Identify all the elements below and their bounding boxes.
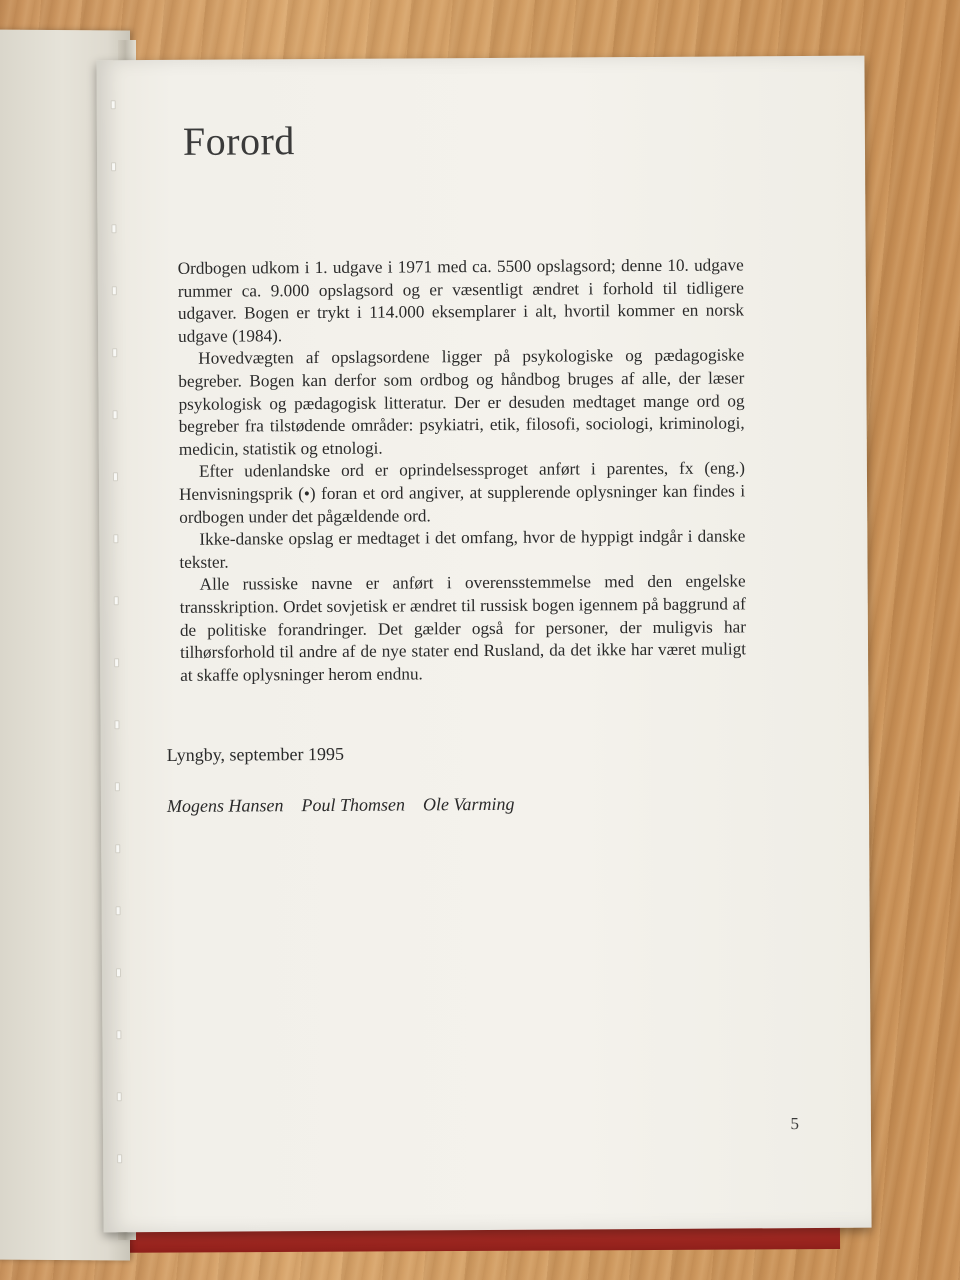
- stitch: [117, 1092, 122, 1101]
- stitch: [116, 1030, 121, 1039]
- author-name: Ole Varming: [422, 793, 515, 815]
- stitch: [115, 782, 120, 791]
- foreword-body: [178, 254, 747, 687]
- stitch: [115, 844, 120, 853]
- binding-stitches: [96, 56, 864, 61]
- paragraph: Hovedvægten af opslagsordene ligger på psykologiske og pædagogiske begreber. Bogen kan derfor som ordbog og håndbog bruges af alle, der læser psykologisk og pædagogisk litteratur. Der er desuden medtaget mange ord og begreber fra tilstødende områder: psykiatri, etik, filosofi, sociologi, kriminologi, medicin, statistik og etnologi.: [178, 345, 745, 459]
- author-name: Poul Thomsen: [301, 794, 406, 816]
- stitch: [112, 348, 117, 357]
- stitch: [112, 286, 117, 295]
- paragraph: Efter udenlandske ord er oprindelsessproget anført i parentes, fx (eng.) Henvisningsprik (•) foran et ord angiver, at supplerende oplysninger kan findes i ordbogen under det pågældende ord.: [179, 458, 746, 527]
- stitch: [114, 720, 119, 729]
- stitch: [111, 100, 116, 109]
- page-number: 5: [790, 1114, 799, 1134]
- stitch: [116, 968, 121, 977]
- stitch: [113, 410, 118, 419]
- stitch: [113, 534, 118, 543]
- stitch: [113, 472, 118, 481]
- paragraph: Ikke-danske opslag er medtaget i det omfang, hvor de hyppigt indgår i danske tekster.: [179, 526, 746, 572]
- paragraph: Ordbogen udkom i 1. udgave i 1971 med ca. 5500 opslagsord; denne 10. udgave rummer ca. 9.000 opslagsord og er væsentligt ændret i forhold til tidligere udgaver. Bogen er trykt i 114.000 eksemplarer i alt, hvortil kommer en norsk udgave (1984).: [177, 255, 745, 346]
- book-page: [96, 56, 871, 1233]
- stitch: [114, 658, 119, 667]
- page-title: Forord: [182, 118, 295, 164]
- place-date: Lyngby, september 1995: [166, 743, 345, 765]
- stitch: [117, 1154, 122, 1163]
- paragraph: Alle russiske navne er anført i overensstemmelse med den engelske transskription. Ordet sovjetisk er ændret til russisk bogen igennem på baggrund af de politiske forandringer. Det gælder også for personer, der muligvis har tilhørsforhold til andre af de nye stater end Rusland, da det ikke har været muligt at skaffe oplysninger herom endnu.: [179, 571, 747, 685]
- author-name: Mogens Hansen: [166, 795, 284, 816]
- stitch: [114, 596, 119, 605]
- stitch: [111, 224, 116, 233]
- stitch: [111, 162, 116, 171]
- author-list: [167, 794, 515, 817]
- stitch: [116, 906, 121, 915]
